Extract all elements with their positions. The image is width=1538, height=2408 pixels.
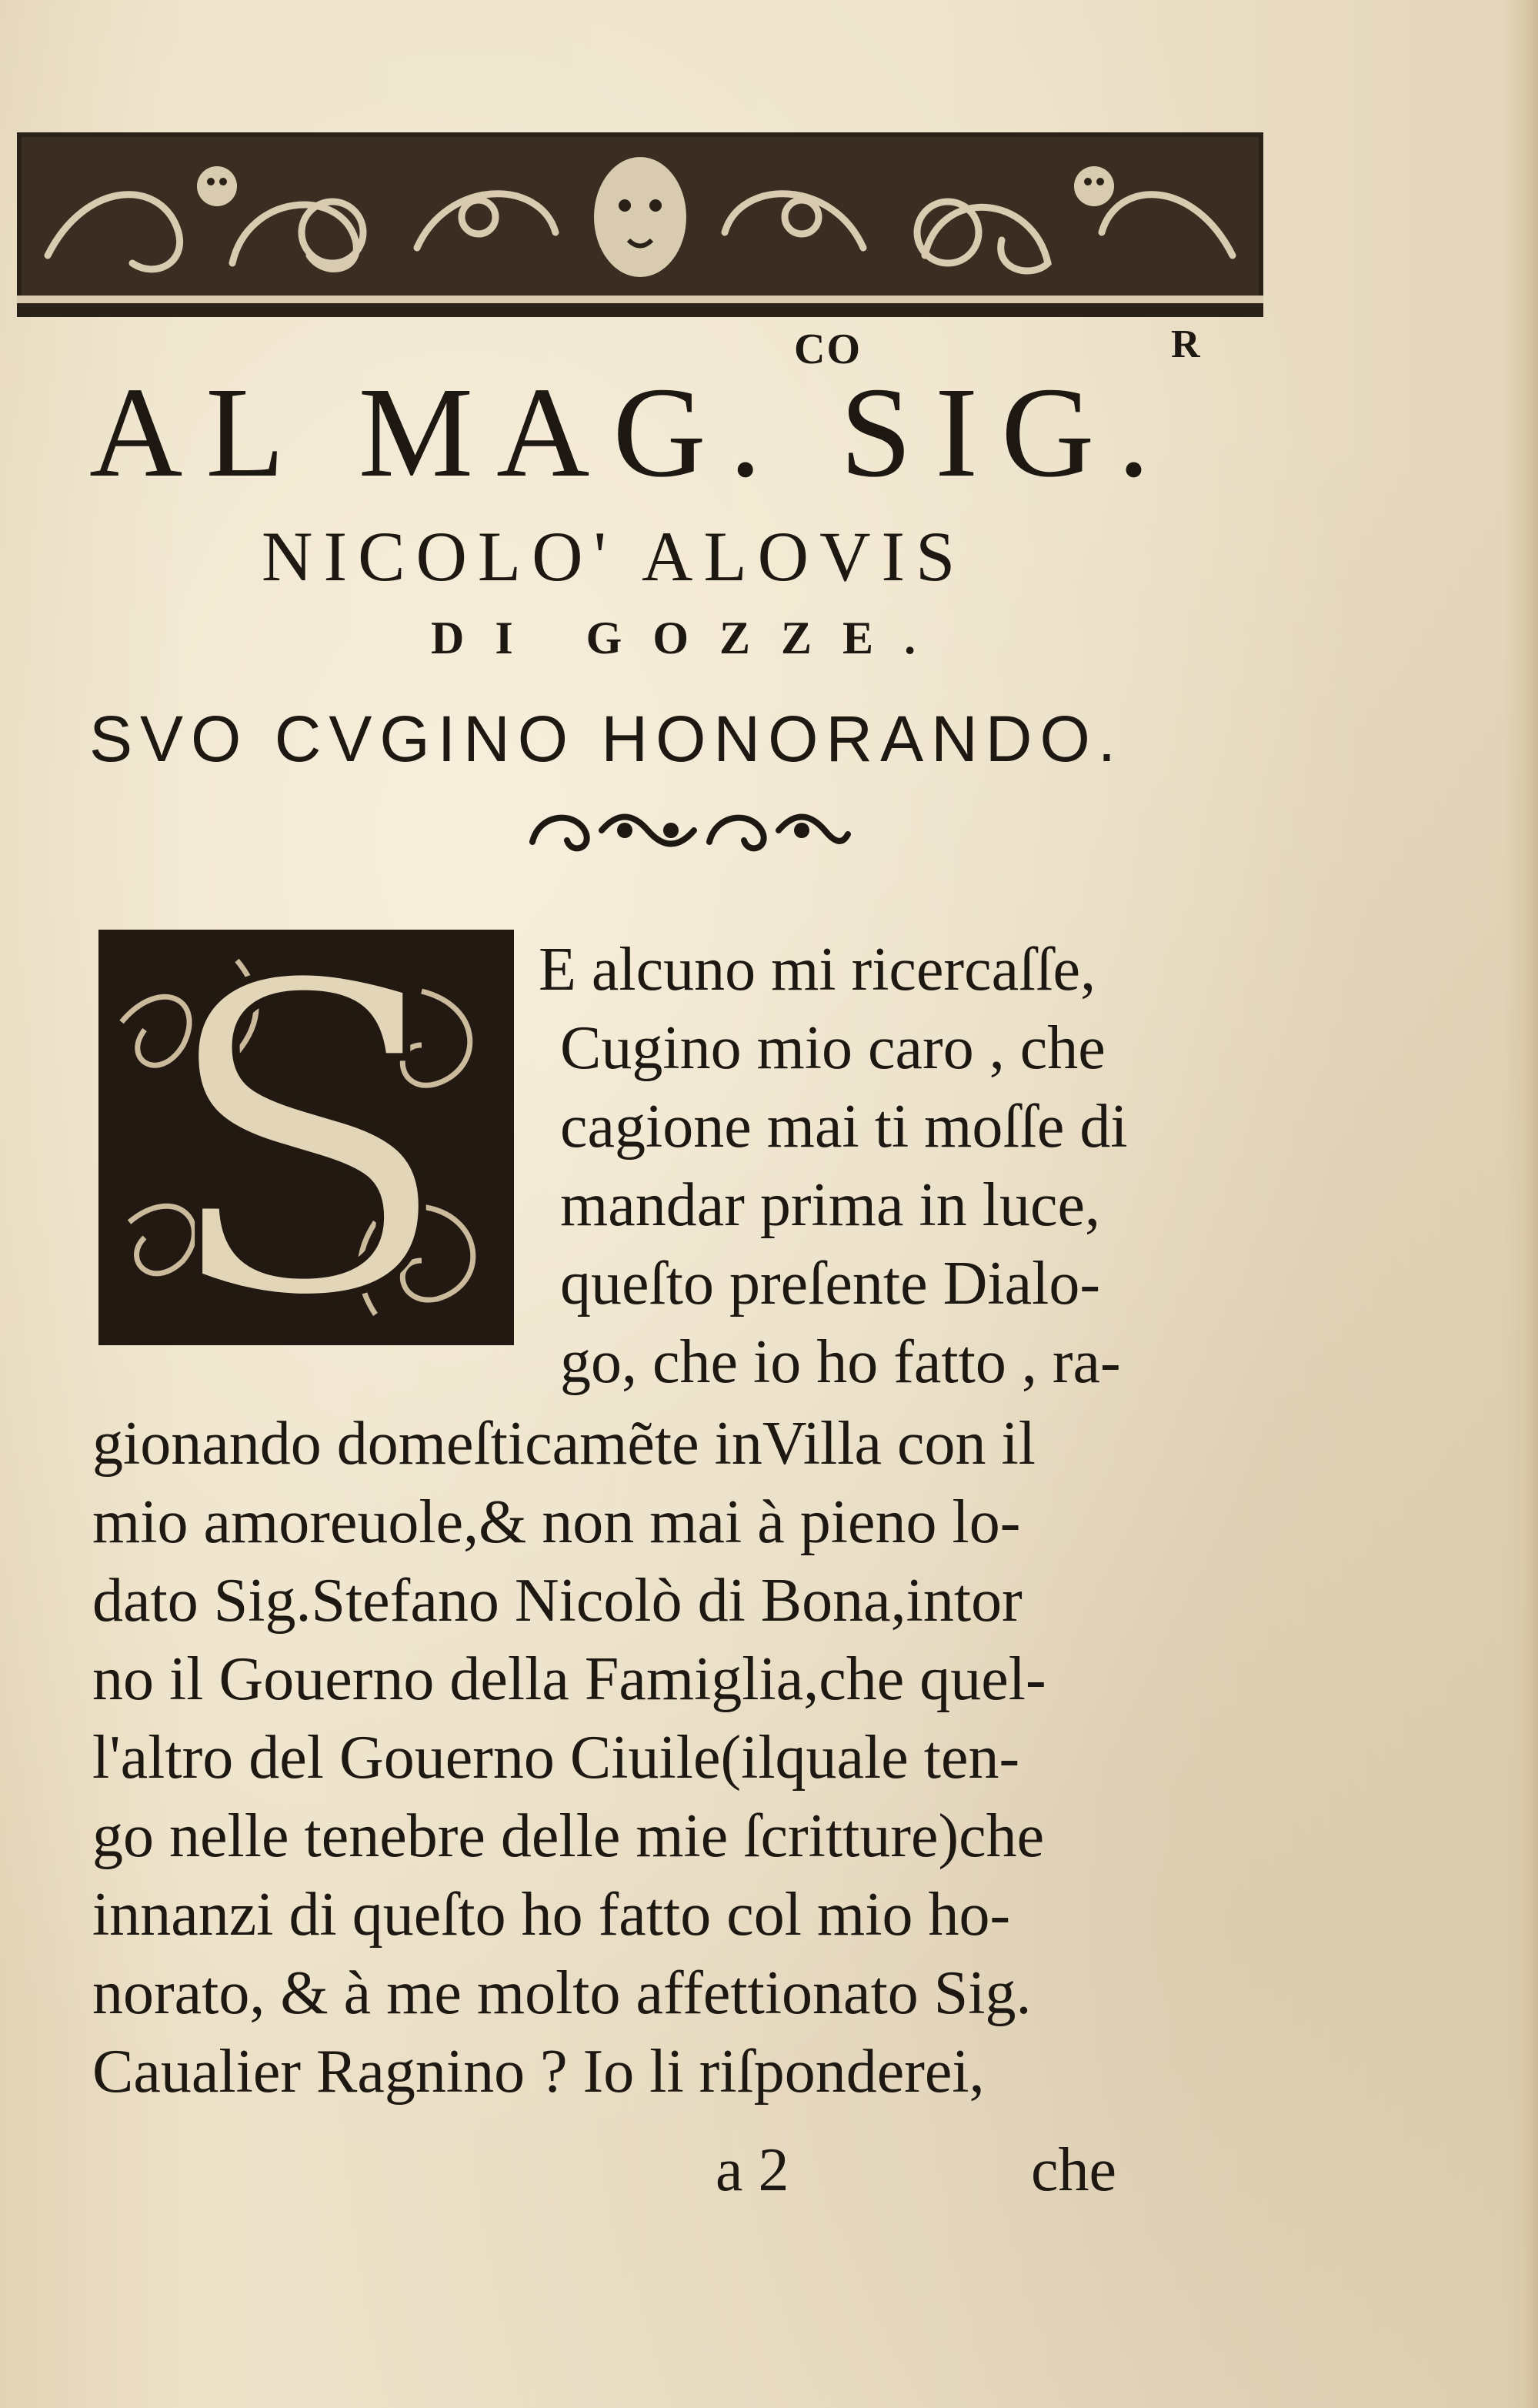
body-line: Caualier Ragnino ? Io li riſponderei, [92,2038,985,2106]
superscript-r: R [1171,322,1200,366]
body-line: l'altro del Gouerno Ciuile(ilquale ten- [92,1724,1020,1792]
title-line-3: DI GOZZE. [431,613,947,663]
superscript-co: CO [794,326,862,373]
body-line: Cugino mio caro , che [560,1014,1106,1082]
decorated-initial [98,930,514,1345]
page-edge [1504,0,1538,2408]
body-line: mandar prima in luce, [560,1171,1100,1239]
body-line: dato Sig.Stefano Nicolò di Bona,intor [92,1567,1023,1635]
title-line-1: AL MAG. SIG. [89,361,1173,504]
body-line: innanzi di queſto ho fatto col mio ho- [92,1881,1011,1949]
ornamental-headpiece [17,132,1263,317]
fleuron-ornament [517,796,856,865]
signature-mark: a 2 [716,2136,789,2204]
body-line: mio amoreuole,& non mai à pieno lo- [92,1488,1021,1556]
body-line: E alcuno mi ricercaſſe, [539,936,1096,1004]
catchword: che [1031,2136,1117,2204]
body-line: no il Gouerno della Famiglia,che quel- [92,1645,1046,1713]
title-line-4: SVO CVGINO HONORANDO. [89,703,1124,775]
body-line: norato, & à me molto affettionato Sig. [92,1959,1032,2027]
body-line: gionando domeſticamẽte inVilla con il [92,1410,1036,1478]
initial-letter-s: S [158,930,454,1345]
body-line: go, che io ho fatto , ra- [560,1328,1121,1396]
body-line: cagione mai ti moſſe di [560,1093,1128,1161]
body-line: queſto preſente Dialo- [560,1250,1100,1318]
body-line: go nelle tenebre delle mie ſcritture)che [92,1802,1045,1870]
title-line-2: NICOLO' ALOVIS [262,517,966,596]
